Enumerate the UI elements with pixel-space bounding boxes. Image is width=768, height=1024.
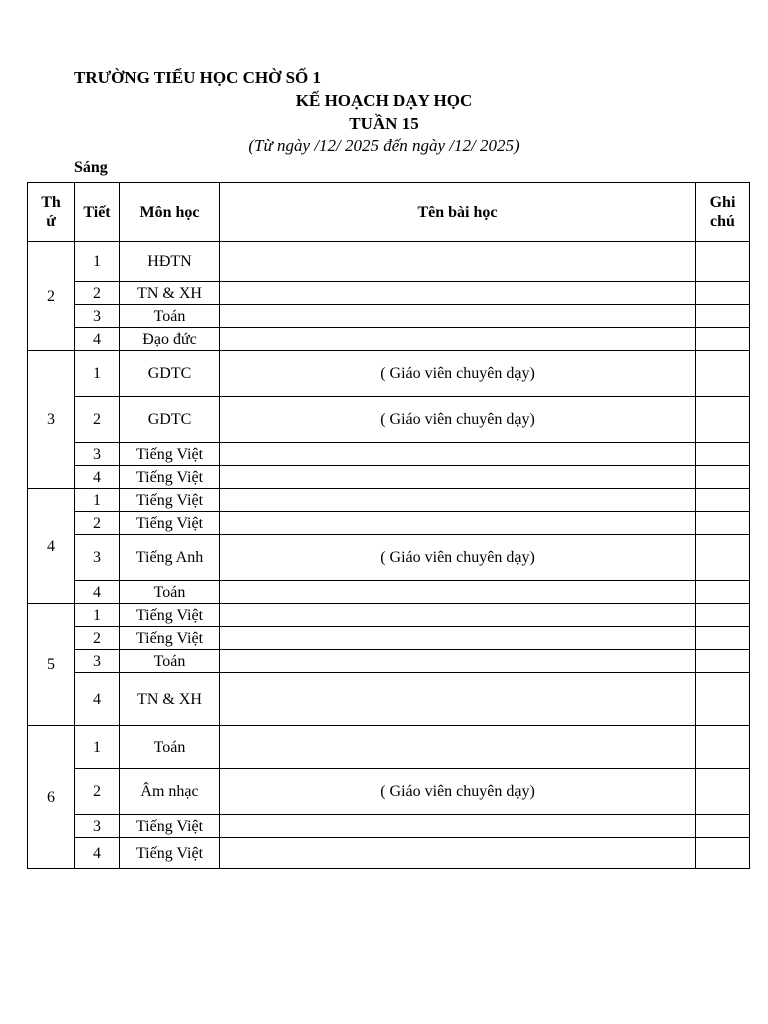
subject-cell: Tiếng Việt — [120, 838, 220, 869]
note-cell — [696, 535, 750, 581]
table-row — [28, 351, 750, 397]
note-cell — [696, 650, 750, 673]
period-cell: 4 — [75, 673, 120, 726]
period-cell: 3 — [75, 443, 120, 466]
period-cell: 2 — [75, 397, 120, 443]
period-cell: 2 — [75, 769, 120, 815]
period-cell: 4 — [75, 328, 120, 351]
lesson-cell — [220, 838, 696, 869]
table-row — [28, 242, 750, 282]
table-row — [28, 581, 750, 604]
period-cell: 1 — [75, 242, 120, 282]
table-row — [28, 604, 750, 627]
header-thu: Th ứ — [28, 183, 75, 242]
note-cell — [696, 726, 750, 769]
school-name: TRƯỜNG TIỂU HỌC CHỜ SỐ 1 — [74, 68, 322, 87]
note-cell — [696, 466, 750, 489]
table-row — [28, 489, 750, 512]
lesson-cell — [220, 443, 696, 466]
header-ten-bai-hoc: Tên bài học — [220, 183, 696, 242]
period-cell: 3 — [75, 305, 120, 328]
period-cell: 4 — [75, 581, 120, 604]
note-cell — [696, 512, 750, 535]
period-cell: 4 — [75, 838, 120, 869]
note-cell — [696, 328, 750, 351]
subject-cell: Tiếng Việt — [120, 627, 220, 650]
table-row — [28, 838, 750, 869]
day-cell: 6 — [28, 726, 75, 869]
subject-cell: Tiếng Việt — [120, 815, 220, 838]
subject-cell: Âm nhạc — [120, 769, 220, 815]
note-cell — [696, 838, 750, 869]
period-cell: 3 — [75, 815, 120, 838]
table-row — [28, 328, 750, 351]
subject-cell: TN & XH — [120, 673, 220, 726]
period-cell: 1 — [75, 726, 120, 769]
note-cell — [696, 242, 750, 282]
note-cell — [696, 282, 750, 305]
lesson-cell: ( Giáo viên chuyên dạy) — [220, 769, 696, 815]
period-cell: 1 — [75, 604, 120, 627]
period-cell: 2 — [75, 627, 120, 650]
day-cell: 5 — [28, 604, 75, 726]
lesson-cell — [220, 282, 696, 305]
lesson-cell — [220, 242, 696, 282]
table-row — [28, 512, 750, 535]
date-range: (Từ ngày /12/ 2025 đến ngày /12/ 2025) — [248, 136, 520, 155]
lesson-cell — [220, 581, 696, 604]
subject-cell: Tiếng Việt — [120, 489, 220, 512]
note-cell — [696, 604, 750, 627]
subject-cell: Toán — [120, 650, 220, 673]
header-ghi-chu: Ghi chú — [696, 183, 750, 242]
table-row — [28, 305, 750, 328]
period-cell: 1 — [75, 351, 120, 397]
lesson-cell: ( Giáo viên chuyên dạy) — [220, 351, 696, 397]
table-row — [28, 650, 750, 673]
subject-cell: Toán — [120, 581, 220, 604]
lesson-cell — [220, 673, 696, 726]
subject-cell: GDTC — [120, 397, 220, 443]
note-cell — [696, 443, 750, 466]
subject-cell: HĐTN — [120, 242, 220, 282]
table-row — [28, 397, 750, 443]
session-label: Sáng — [74, 159, 108, 176]
lesson-cell — [220, 627, 696, 650]
lesson-cell — [220, 512, 696, 535]
note-cell — [696, 769, 750, 815]
period-cell: 2 — [75, 282, 120, 305]
lesson-cell — [220, 466, 696, 489]
note-cell — [696, 397, 750, 443]
table-row — [28, 282, 750, 305]
subject-cell: Đạo đức — [120, 328, 220, 351]
table-row — [28, 535, 750, 581]
day-cell: 2 — [28, 242, 75, 351]
subject-cell: Tiếng Việt — [120, 604, 220, 627]
table-row — [28, 769, 750, 815]
day-cell: 4 — [28, 489, 75, 604]
note-cell — [696, 815, 750, 838]
note-cell — [696, 581, 750, 604]
lesson-cell — [220, 726, 696, 769]
lesson-cell — [220, 328, 696, 351]
note-cell — [696, 489, 750, 512]
plan-title: KẾ HOẠCH DẠY HỌC — [295, 91, 473, 110]
subject-cell: Toán — [120, 305, 220, 328]
subject-cell: Tiếng Việt — [120, 466, 220, 489]
note-cell — [696, 305, 750, 328]
note-cell — [696, 351, 750, 397]
table-row — [28, 627, 750, 650]
table-row — [28, 443, 750, 466]
table-row — [28, 815, 750, 838]
period-cell: 4 — [75, 466, 120, 489]
subject-cell: Tiếng Việt — [120, 443, 220, 466]
header-tiet: Tiết — [75, 183, 120, 242]
schedule-table — [27, 182, 750, 869]
subject-cell: GDTC — [120, 351, 220, 397]
header-mon-hoc: Môn học — [120, 183, 220, 242]
table-header-row — [28, 183, 750, 242]
lesson-cell — [220, 650, 696, 673]
lesson-cell — [220, 305, 696, 328]
period-cell: 3 — [75, 650, 120, 673]
period-cell: 1 — [75, 489, 120, 512]
subject-cell: Tiếng Việt — [120, 512, 220, 535]
subject-cell: TN & XH — [120, 282, 220, 305]
day-cell: 3 — [28, 351, 75, 489]
schedule-body — [28, 242, 750, 869]
note-cell — [696, 627, 750, 650]
subject-cell: Tiếng Anh — [120, 535, 220, 581]
lesson-cell: ( Giáo viên chuyên dạy) — [220, 397, 696, 443]
subject-cell: Toán — [120, 726, 220, 769]
lesson-cell — [220, 489, 696, 512]
lesson-cell: ( Giáo viên chuyên dạy) — [220, 535, 696, 581]
lesson-cell — [220, 815, 696, 838]
table-row — [28, 673, 750, 726]
lesson-cell — [220, 604, 696, 627]
period-cell: 3 — [75, 535, 120, 581]
table-row — [28, 726, 750, 769]
week-label: TUẦN 15 — [349, 114, 419, 133]
period-cell: 2 — [75, 512, 120, 535]
table-row — [28, 466, 750, 489]
note-cell — [696, 673, 750, 726]
